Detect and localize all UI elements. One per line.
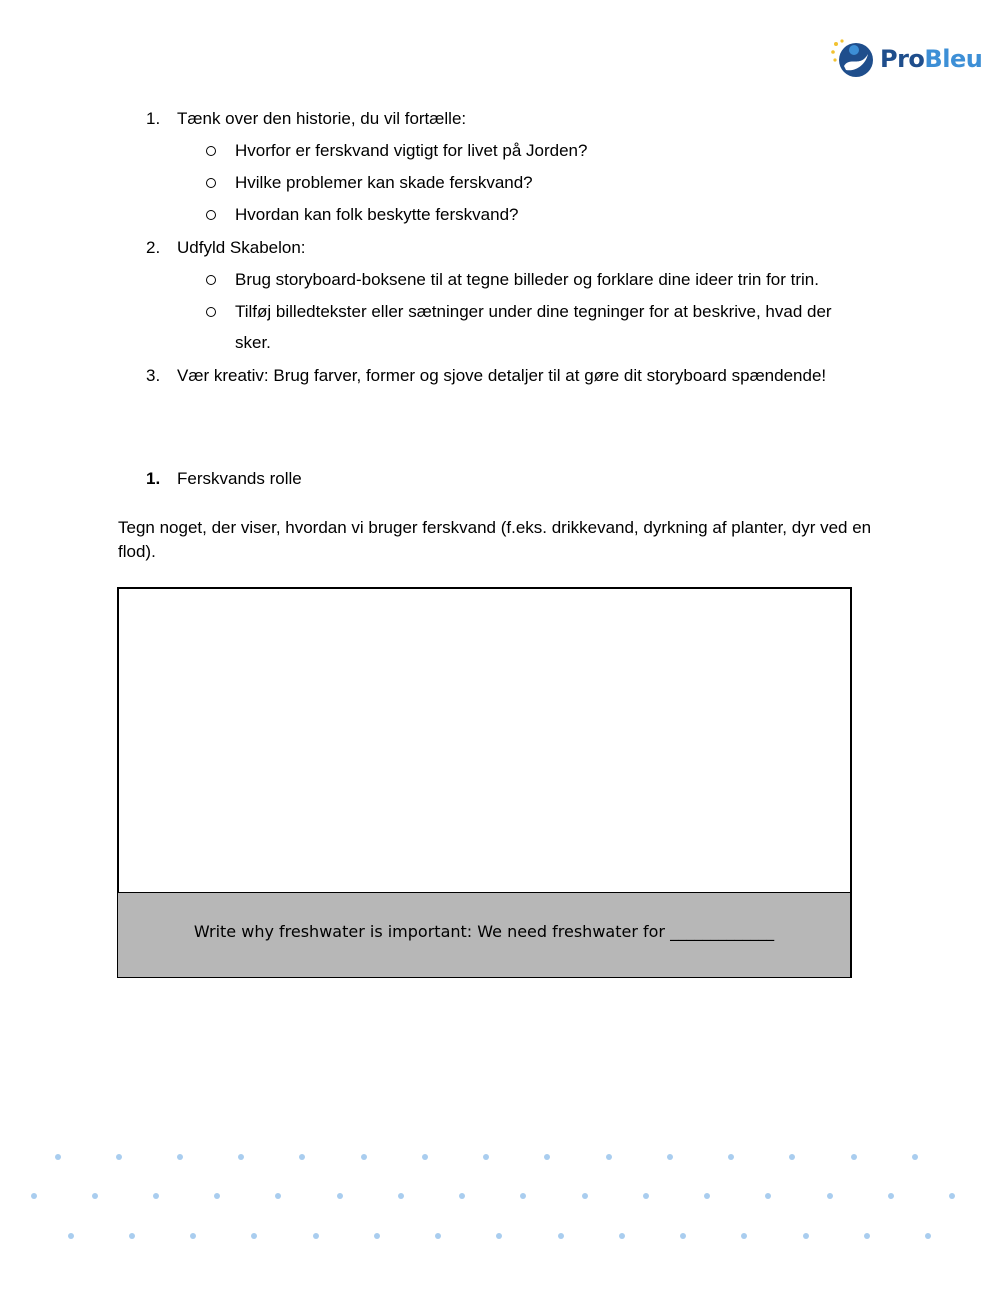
drawing-prompt: Tegn noget, der viser, hvordan vi bruger ferskvand (f.eks. drikkevand, dyrkning af planter, dyr ved en flod).: [118, 518, 872, 561]
step-1-label: Tænk over den historie, du vil fortælle:: [177, 109, 467, 128]
decorative-dot-pattern: [0, 1140, 1000, 1250]
section-number: 1.: [146, 469, 161, 488]
step-1-number: 1.: [146, 109, 161, 128]
hollow-bullet-icon: [206, 275, 216, 285]
hollow-bullet-icon: [206, 307, 216, 317]
hollow-bullet-icon: [206, 210, 216, 220]
step-2-subitem: Brug storyboard-boksene til at tegne billeder og forklare dine ideer trin for trin.: [235, 270, 819, 289]
step-2-label: Udfyld Skabelon:: [177, 238, 306, 257]
hollow-bullet-icon: [206, 146, 216, 156]
step-3-number: 3.: [146, 366, 161, 385]
step-1-subitem: Hvilke problemer kan skade ferskvand?: [235, 173, 533, 192]
hollow-bullet-icon: [206, 178, 216, 188]
step-3-label: Vær kreativ: Brug farver, former og sjove detaljer til at gøre dit storyboard spændende!: [177, 366, 827, 385]
probleu-logo: [830, 38, 982, 80]
step-1-subitem: Hvordan kan folk beskytte ferskvand?: [235, 205, 519, 224]
caption-text: Write why freshwater is important: We need freshwater for _____________: [193, 922, 775, 941]
step-2-subitem: Tilføj billedtekster eller sætninger under dine tegninger for at beskrive, hvad der: [235, 302, 832, 321]
section-title: Ferskvands rolle: [177, 469, 302, 488]
probleu-logo-icon: [830, 38, 876, 80]
logo-wordmark: ProBleu: [880, 45, 983, 73]
step-2-subitem-continuation: sker.: [235, 333, 271, 352]
storyboard-caption-box[interactable]: [117, 892, 851, 978]
step-1-subitem: Hvorfor er ferskvand vigtigt for livet på Jorden?: [235, 141, 588, 160]
step-2-number: 2.: [146, 238, 161, 257]
